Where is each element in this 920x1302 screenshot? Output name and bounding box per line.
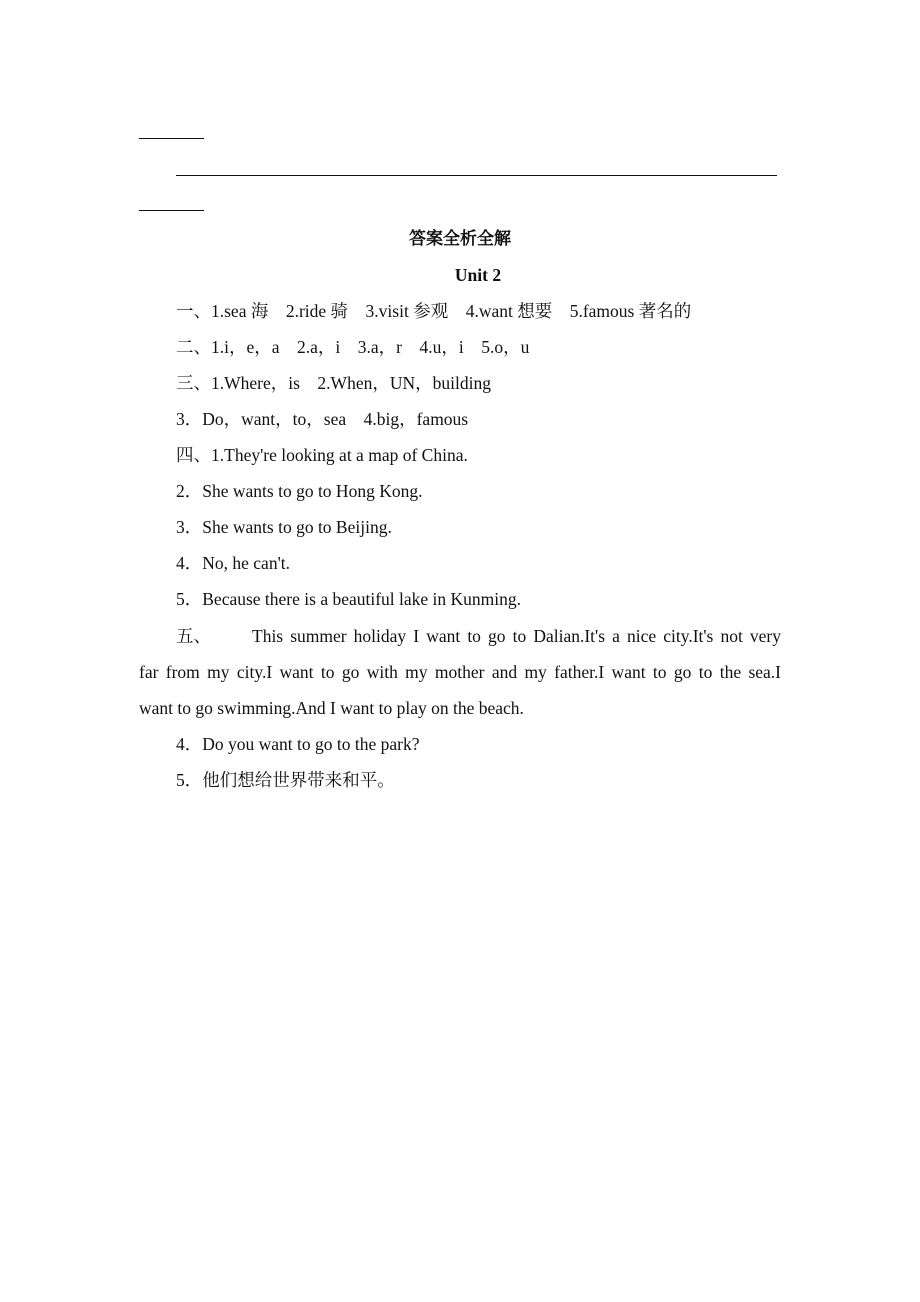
answer-blank-line: [139, 138, 204, 139]
answer-line: 5．Because there is a beautiful lake in Kunming.: [176, 589, 522, 609]
answer-line: 4．No, he can't.: [176, 553, 290, 573]
answer-line: 一、1.sea 海 2.ride 骑 3.visit 参观 4.want 想要 5.famous 著名的: [176, 301, 692, 321]
answer-line: 3．She wants to go to Beijing.: [176, 517, 392, 537]
answer-line: 2．She wants to go to Hong Kong.: [176, 481, 423, 501]
answer-line: 四、1.They're looking at a map of China.: [176, 445, 468, 465]
answer-line: 4．Do you want to go to the park?: [176, 734, 420, 754]
section5-label: 五、: [176, 626, 211, 646]
heading: 答案全析全解: [409, 229, 511, 249]
answer-line: 5．他们想给世界带来和平。: [176, 770, 395, 790]
section5-line: far from my city.I want to go with my mother and my father.I want to go to the sea.I: [139, 662, 781, 682]
answer-line: 二、1.i，e，a 2.a，i 3.a，r 4.u，i 5.o，u: [176, 337, 530, 357]
unit-title: Unit 2: [454, 265, 502, 285]
answer-blank-line: [176, 175, 777, 176]
answer-line: 3．Do，want，to，sea 4.big，famous: [176, 409, 469, 429]
answer-line: 三、1.Where，is 2.When，UN，building: [176, 373, 491, 393]
section5-line: want to go swimming.And I want to play on the beach.: [139, 698, 524, 718]
section5-line: This summer holiday I want to go to Dalian.It's a nice city.It's not very: [252, 626, 781, 646]
answer-blank-line: [139, 210, 204, 211]
